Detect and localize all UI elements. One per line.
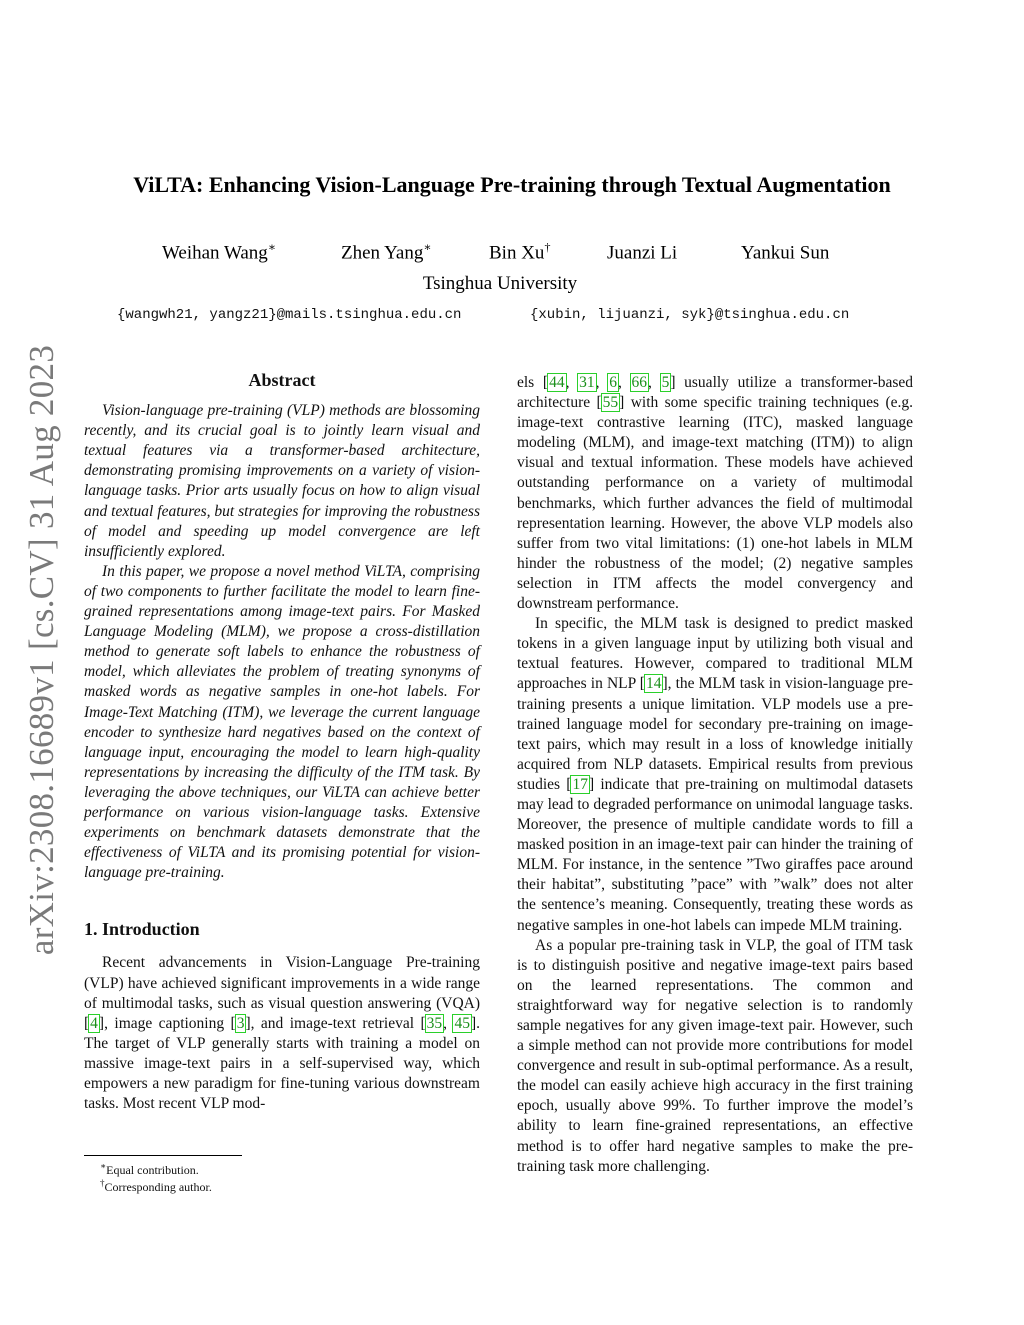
right-column	[517, 373, 913, 1177]
section-heading-introduction: 1. Introduction	[84, 919, 200, 940]
footnote-divider	[84, 1155, 242, 1156]
intro-paragraph-2: In specific, the MLM task is designed to predict masked tokens in a given language input by utilizing both visual and textual features. However, compared to traditional MLM approaches in NLP [14], the MLM task in vision-language pre-training presents a unique limitation. VLP models use a pre-trained language model for secondary pre-training on image-text pairs, which may result in a loss of knowledge initially acquired from NLP datasets. Empirical results from previous studies [17] indicate that pre-training on multimodal datasets may lead to degraded performance on unimodal language tasks. Moreover, the presence of multiple candidate words to fill a masked position in an image-text pair can hinder the training of MLM. For instance, in the sentence ”Two giraffes pace around their habitat”, substituting ”pace” with ”walk” does not alter the sentence’s meaning. Consequently, treating these words as negative samples in one-hot labels can impede MLM training.	[517, 615, 914, 934]
left-column	[84, 370, 480, 1114]
citation-link[interactable]: 45	[454, 1014, 470, 1032]
citation-link[interactable]: 35	[426, 1014, 443, 1032]
citation-link[interactable]: 31	[579, 374, 595, 391]
arxiv-identifier: arXiv:2308.16689v1 [cs.CV] 31 Aug 2023	[22, 344, 61, 956]
abstract-paragraph: Vision-language pre-training (VLP) methods are blossoming recently, and its crucial goal is to jointly learn visual and textual features via a transformer-based architecture, demonstrating promising improvements on a variety of vision-language tasks. Prior arts usually focus on how to align visual and textual features, but strategies for improving the robustness of model and speeding up model convergence are left insufficiently explored.	[84, 402, 480, 560]
author-1: Weihan Wang∗	[162, 240, 276, 264]
citation-link[interactable]: 17	[572, 775, 588, 793]
citation-link[interactable]: 55	[602, 394, 619, 412]
citation-link[interactable]: 44	[549, 374, 565, 391]
citation-link[interactable]: 5	[661, 374, 670, 391]
citation-link[interactable]: 4	[90, 1014, 98, 1032]
citation-link[interactable]: 3	[236, 1014, 245, 1032]
email-group-2: {xubin, lijuanzi, syk}@tsinghua.edu.cn	[530, 307, 850, 323]
abstract-paragraph: In this paper, we propose a novel method ViLTA, comprising of two components to further facilitate the model to learn fine-grained representations among image-text pairs. For Masked Language Modeling (MLM), we propose a cross-distillation method to generate soft labels to enhance the robustness of model, which alleviates the problem of treating synonyms of masked words as negative samples in one-hot labels. For Image-Text Matching (ITM), we leverage the current language encoder to synthesize hard negatives based on the context of language input, encouraging the model to learn high-quality representations by increasing the difficulty of the ITM task. By leveraging the above techniques, our ViLTA can achieve better performance on various vision-language tasks. Extensive experiments on benchmark datasets demonstrate that the effectiveness of ViLTA and its promising potential for vision-language pre-training.	[84, 562, 480, 882]
footnote-corresponding-author: †Corresponding author.	[100, 1178, 212, 1194]
abstract-heading: Abstract	[248, 370, 316, 390]
author-5: Yankui Sun	[741, 242, 830, 264]
intro-paragraph-3: As a popular pre-training task in VLP, the goal of ITM task is to distinguish positive and negative image-text pairs based on the learned representations. The common and straightforward way for negative selection is to randomly sample negatives for any given image-text pair. However, such a simple method can not provide more contributions for model convergence and result in sub-optimal performance. As a result, the model can easily achieve high accuracy in the first training epoch, usually above 99%. To further improve the model’s ability to learn fine-grained representations, an effective method is to offer hard negative samples to make the pre-training task more challenging.	[517, 936, 913, 1175]
footnote-equal-contribution: ∗Equal contribution.	[100, 1161, 199, 1177]
author-4: Juanzi Li	[607, 242, 678, 264]
intro-paragraph-1: Recent advancements in Vision-Language Pre-training (VLP) have achieved significant improvements in a wide range of multimodal tasks, such as visual question answering (VQA) [4], image captioning [3], and image-text retrieval [35, 45]. The target of VLP generally starts with training a model on massive image-text pairs in a self-supervised way, which empowers a new paradigm for fine-tuning various downstream tasks. Most recent VLP mod-	[84, 954, 481, 1113]
paper-title: ViLTA: Enhancing Vision-Language Pre-training through Textual Augmentation	[133, 172, 891, 197]
intro-paragraph-1-continued: els [44, 31, 6, 66, 5] usually utilize a transformer-based architecture [55] with some specific training techniques (e.g. image-text contrastive learning (ITC), masked language modeling (MLM), and image-text matching (ITM)) to align visual and textual information. These models have achieved outstanding performance on a variety of multimodal benchmarks, which further advances the field of multimodal representation learning. However, the above VLP models also suffer from two vital limitations: (1) one-hot labels in MLM hinder the robustness of the model; (2) negative samples selection in ITM affects the model convergency and downstream performance.	[517, 374, 914, 613]
email-group-1: {wangwh21, yangz21}@mails.tsinghua.edu.cn	[117, 307, 462, 323]
citation-link[interactable]: 6	[609, 374, 617, 391]
author-3: Bin Xu†	[489, 240, 551, 264]
affiliation: Tsinghua University	[422, 273, 578, 294]
author-2: Zhen Yang∗	[341, 240, 432, 264]
citation-link[interactable]: 14	[645, 675, 662, 693]
citation-link[interactable]: 66	[631, 374, 647, 391]
